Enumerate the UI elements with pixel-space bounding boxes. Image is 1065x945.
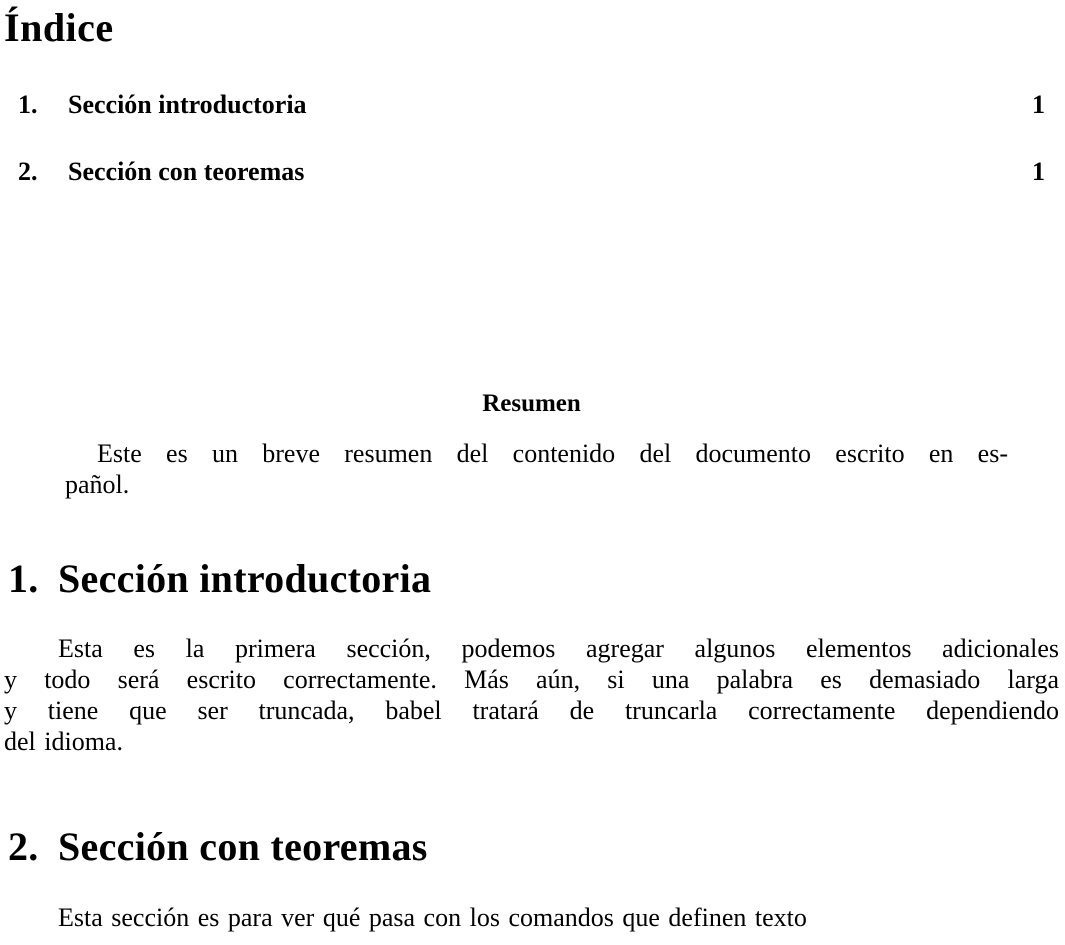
abstract-line: Este es un breve resumen del contenido del documento escrito en es- bbox=[97, 439, 1008, 468]
toc-list bbox=[4, 90, 1059, 187]
paragraph bbox=[4, 902, 1059, 933]
paragraph-line: Esta sección es para ver qué pasa con los comandos que definen texto bbox=[58, 903, 807, 932]
section-heading bbox=[4, 825, 1059, 869]
toc-entry-page: 1 bbox=[1032, 157, 1045, 186]
section-heading bbox=[4, 557, 1059, 601]
paragraph bbox=[4, 633, 1059, 757]
toc-entry-page: 1 bbox=[1032, 90, 1045, 119]
abstract-text bbox=[65, 438, 1008, 500]
section-title: Sección introductoria bbox=[58, 556, 432, 601]
abstract-line: pañol. bbox=[65, 470, 130, 499]
toc-entry-label: Sección introductoria bbox=[68, 90, 307, 119]
paragraph-line: y tiene que ser truncada, babel tratará de truncarla correctamente dependiendo bbox=[4, 696, 1059, 725]
toc-title: Índice bbox=[4, 5, 114, 50]
paragraph-line: del idioma. bbox=[4, 727, 123, 756]
toc-entry bbox=[4, 157, 1059, 187]
section-number: 2. bbox=[8, 824, 39, 869]
abstract-title: Resumen bbox=[482, 390, 581, 417]
toc-entry-label: Sección con teoremas bbox=[68, 157, 305, 186]
section-title: Sección con teoremas bbox=[58, 824, 428, 869]
toc-entry-number: 1. bbox=[18, 90, 38, 119]
toc-entry-number: 2. bbox=[18, 157, 38, 186]
section-number: 1. bbox=[8, 556, 39, 601]
paragraph-line: Esta es la primera sección, podemos agregar algunos elementos adicionales bbox=[58, 634, 1059, 663]
toc-entry bbox=[4, 90, 1059, 120]
paragraph-line: y todo será escrito correctamente. Más aún, si una palabra es demasiado larga bbox=[4, 665, 1059, 694]
